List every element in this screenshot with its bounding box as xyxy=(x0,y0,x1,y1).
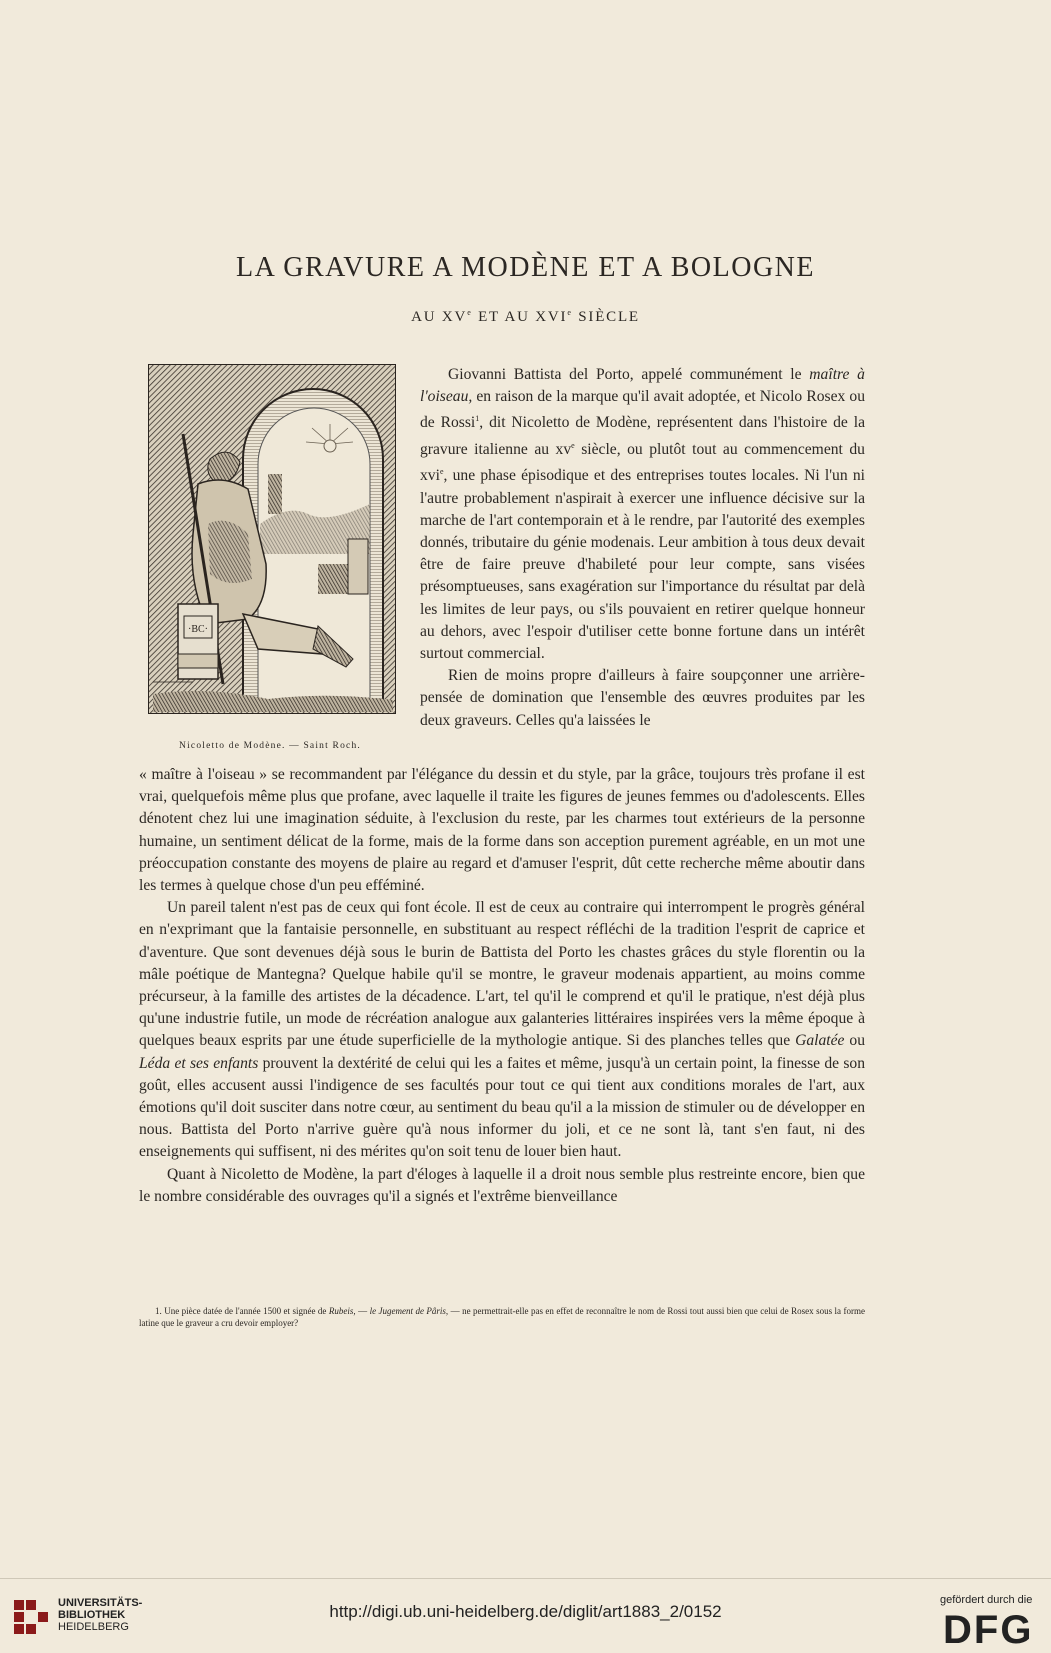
page-title: LA GRAVURE A MODÈNE ET A BOLOGNE xyxy=(235,252,815,283)
footnote: 1. Une pièce datée de l'année 1500 et signée de Rubeis, — le Jugement de Pâris, — ne permettrait-elle pas en effet de reconnaître le nom de Rossi tout aussi bien que celui de Rosex sous la forme latine que le graveur a cru devoir employer? xyxy=(139,1306,865,1328)
paragraph-2-start: Rien de moins propre d'ailleurs à faire soupçonner une arrière-pensée de domination que l'ensemble des œuvres produites par les deux graveurs. Celles qu'a laissées le xyxy=(420,667,865,729)
paragraph-1: Giovanni Battista del Porto, appelé communément le maître à l'oiseau, en raison de la marque qu'il avait adoptée, et Nicolo Rosex ou de Rossi$^1$, dit Nicoletto de Modène, représentent dans l'histoire de la gravure italienne au $xv^e$ siècle, ou plutôt tout au commencement du xvi$^e$, une phase épisodique et des entreprises toutes locales. Ni l'un ni l'autre probablement n'aspirait à exercer une influence décisive sur la marche de l'art contemporain et à le rendre, par l'autorité des exemples donnés, tributaire du génie modenais. Leur ambition à tous deux devait être de faire preuve d'habileté pour leur compte, sans visées présomptueuses, sans exagération sur l'importance du résultat par delà les limites de leur pays, ou s'ils pouvaient en retirer quelque honneur au dehors, avec l'espoir d'utiliser cette bonne fortune dans un intérêt surtout commercial. xyxy=(420,366,865,662)
footer-divider xyxy=(0,1578,1051,1579)
funder-label: gefördert durch die xyxy=(940,1594,1033,1606)
source-url-link[interactable]: http://digi.ub.uni-heidelberg.de/diglit/art1883_2/0152 xyxy=(329,1602,722,1621)
svg-text:·BC·: ·BC· xyxy=(188,624,208,635)
intro-column xyxy=(420,364,865,732)
library-name: UNIVERSITÄTS- BIBLIOTHEK HEIDELBERG xyxy=(58,1597,143,1633)
paragraph-4: Quant à Nicoletto de Modène, la part d'éloges à laquelle il a droit nous semble plus restreinte encore, bien que le nombre considérable des ouvrages qu'il a signés et l'extrême bienveillance xyxy=(139,1165,865,1205)
figure-caption: Nicoletto de Modène. — Saint Roch. xyxy=(179,741,361,751)
engraving-illustration xyxy=(148,364,396,714)
page-subtitle: AU XVe ET AU XVIe SIÈCLE xyxy=(411,308,640,325)
paragraph-2-end: « maître à l'oiseau » se recommandent par l'élégance du dessin et du style, par la grâce, toujours très profane il est vrai, quelquefois même plus que profane, avec laquelle il traite les figures de jeunes femmes ou d'adolescents. Elles dénotent chez lui une imagination séduite, à l'exclusion du reste, par les charmes tout extérieurs de la personne humaine, un sentiment délicat de la forme, mais de la forme dans son acception purement agréable, en un mot une préoccupation constante des moyens de plaire au regard et d'amuser l'esprit, dût cette recherche même aboutir dans les termes à quelque chose d'un peu efféminé. xyxy=(139,766,865,895)
paragraph-3: Un pareil talent n'est pas de ceux qui font école. Il est de ceux au contraire qui interrompent le progrès général en n'exprimant que la fantaisie personnelle, en substituant au respect réfléchi de la tradition l'esprit de caprice et d'aventure. Que sont devenues déjà sous le burin de Battista del Porto les chastes grâces du style florentin ou la mâle poétique de Mantegna? Quelque habile qu'il se montre, le graveur modenais appartient, au moins comme précurseur, à la famille des artistes de la décadence. L'art, tel qu'il le comprend et qu'il le pratique, n'est déjà plus qu'une industrie futile, un mode de récréation analogue aux galanteries littéraires inspirées vers la même époque à quelques beaux esprits par une étude superficielle de la mythologie antique. Si des planches telles que Galatée ou Léda et ses enfants prouvent la dextérité de celui qui les a faites et même, jusqu'à un certain point, la finesse de son goût, elles accusent aussi l'indigence de ses facultés pour tout ce qui tient aux conditions morales de l'art, aux émotions qu'il doit susciter dans notre cœur, au sentiment du beau qu'il a la mission de stimuler ou de développer en nous. Battista del Porto n'arrive guère qu'à nous informer du joli, et ce ne sont là, tant s'en faut, ni des enseignements qui suffisent, ni des mérites qu'on soit tenu de louer bien haut. xyxy=(139,899,865,1161)
main-text xyxy=(139,764,865,1208)
dfg-logo: DFG xyxy=(943,1608,1034,1652)
